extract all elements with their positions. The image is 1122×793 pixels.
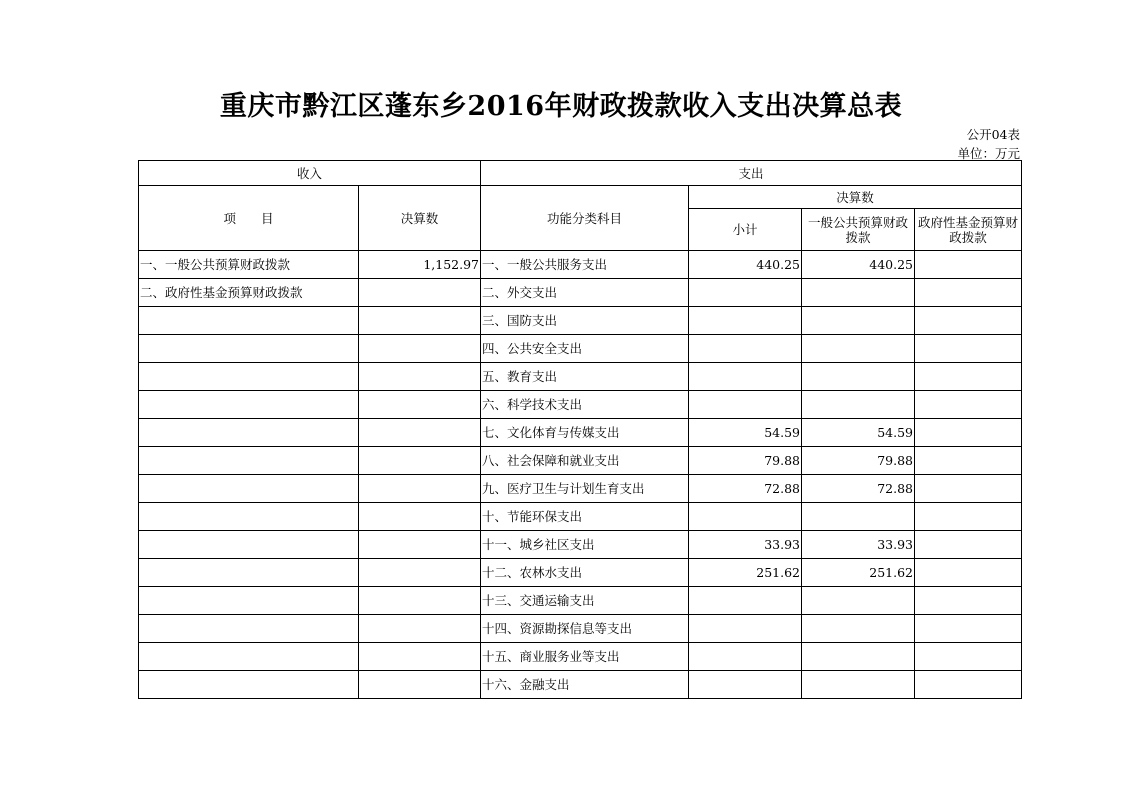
- expense-header: 支出: [481, 161, 1022, 186]
- page-title: 重庆市黔江区蓬东乡2016年财政拨款收入支出决算总表: [219, 91, 903, 122]
- general-budget-cell: [802, 671, 915, 699]
- table-row: [139, 503, 1022, 531]
- table-row: [139, 251, 1022, 279]
- expense-item-cell: 一、一般公共服务支出: [481, 251, 689, 279]
- item-header: 项 目: [139, 186, 359, 251]
- fund-budget-cell: [915, 307, 1022, 335]
- general-budget-cell: [802, 643, 915, 671]
- subtotal-cell: [689, 391, 802, 419]
- expense-item-cell: 六、科学技术支出: [481, 391, 689, 419]
- general-budget-cell: [802, 391, 915, 419]
- expense-item-cell: 二、外交支出: [481, 279, 689, 307]
- fund-budget-cell: [915, 587, 1022, 615]
- subtotal-cell: 72.88: [689, 475, 802, 503]
- income-item-cell: 一、一般公共预算财政拨款: [139, 251, 359, 279]
- income-item-cell: [139, 447, 359, 475]
- table-row: [139, 531, 1022, 559]
- income-amount-cell: [359, 503, 481, 531]
- income-amount-cell: 1,152.97: [359, 251, 481, 279]
- income-amount-cell: [359, 363, 481, 391]
- income-item-cell: [139, 419, 359, 447]
- fund-budget-cell: [915, 447, 1022, 475]
- income-item-cell: [139, 363, 359, 391]
- expense-item-cell: 八、社会保障和就业支出: [481, 447, 689, 475]
- table-row: [139, 587, 1022, 615]
- income-amount-cell: [359, 643, 481, 671]
- income-item-cell: [139, 307, 359, 335]
- income-item-cell: [139, 391, 359, 419]
- general-budget-cell: [802, 307, 915, 335]
- income-item-cell: [139, 531, 359, 559]
- income-item-cell: 二、政府性基金预算财政拨款: [139, 279, 359, 307]
- income-item-cell: [139, 671, 359, 699]
- general-budget-cell: 72.88: [802, 475, 915, 503]
- subtotal-cell: 251.62: [689, 559, 802, 587]
- income-item-cell: [139, 335, 359, 363]
- income-amount-cell: [359, 279, 481, 307]
- income-item-cell: [139, 643, 359, 671]
- table-row: [139, 335, 1022, 363]
- general-budget-cell: 54.59: [802, 419, 915, 447]
- table-row: [139, 475, 1022, 503]
- fund-budget-cell: [915, 671, 1022, 699]
- general-budget-cell: 79.88: [802, 447, 915, 475]
- expense-item-cell: 十四、资源勘探信息等支出: [481, 615, 689, 643]
- income-amount-cell: [359, 587, 481, 615]
- table-body: [139, 161, 1022, 699]
- func-category-header: 功能分类科目: [481, 186, 689, 251]
- expense-item-cell: 十一、城乡社区支出: [481, 531, 689, 559]
- header-row-1: [139, 161, 1022, 186]
- expense-item-cell: 三、国防支出: [481, 307, 689, 335]
- subtotal-cell: [689, 503, 802, 531]
- fund-budget-cell: [915, 363, 1022, 391]
- expense-item-cell: 十三、交通运输支出: [481, 587, 689, 615]
- fund-budget-cell: [915, 475, 1022, 503]
- general-budget-cell: [802, 279, 915, 307]
- fund-budget-cell: [915, 391, 1022, 419]
- expense-item-cell: 十五、商业服务业等支出: [481, 643, 689, 671]
- fund-budget-cell: [915, 643, 1022, 671]
- unit-label: 单位：万元: [957, 146, 1020, 161]
- income-amount-cell: [359, 671, 481, 699]
- expense-item-cell: 十二、农林水支出: [481, 559, 689, 587]
- subtotal-cell: 440.25: [689, 251, 802, 279]
- expense-item-cell: 四、公共安全支出: [481, 335, 689, 363]
- table-row: [139, 615, 1022, 643]
- income-item-cell: [139, 475, 359, 503]
- subtotal-cell: 33.93: [689, 531, 802, 559]
- expense-item-cell: 十、节能环保支出: [481, 503, 689, 531]
- income-item-cell: [139, 615, 359, 643]
- expense-item-cell: 七、文化体育与传媒支出: [481, 419, 689, 447]
- fund-budget-cell: [915, 615, 1022, 643]
- table-row: [139, 559, 1022, 587]
- general-budget-cell: [802, 363, 915, 391]
- subtotal-cell: [689, 279, 802, 307]
- form-number: 公开04表: [966, 127, 1020, 142]
- subtotal-cell: [689, 587, 802, 615]
- final-amount-group-header: 决算数: [689, 186, 1022, 209]
- fund-budget-cell: [915, 335, 1022, 363]
- income-amount-cell: [359, 475, 481, 503]
- fund-budget-cell: [915, 251, 1022, 279]
- subtotal-cell: [689, 671, 802, 699]
- general-budget-header: 一般公共预算财政拨款: [802, 209, 915, 251]
- expense-item-cell: 五、教育支出: [481, 363, 689, 391]
- general-budget-cell: 33.93: [802, 531, 915, 559]
- table-row: [139, 363, 1022, 391]
- income-item-cell: [139, 559, 359, 587]
- table-row: [139, 279, 1022, 307]
- budget-table: [138, 160, 1022, 699]
- fund-budget-cell: [915, 279, 1022, 307]
- general-budget-cell: [802, 335, 915, 363]
- subtotal-cell: 79.88: [689, 447, 802, 475]
- table-row: [139, 391, 1022, 419]
- subtotal-cell: [689, 335, 802, 363]
- fund-budget-cell: [915, 419, 1022, 447]
- expense-item-cell: 九、医疗卫生与计划生育支出: [481, 475, 689, 503]
- subtotal-cell: [689, 615, 802, 643]
- subtotal-cell: 54.59: [689, 419, 802, 447]
- fund-budget-cell: [915, 559, 1022, 587]
- table-row: [139, 643, 1022, 671]
- income-amount-cell: [359, 531, 481, 559]
- table-row: [139, 671, 1022, 699]
- table-row: [139, 419, 1022, 447]
- header-row-2: [139, 186, 1022, 209]
- fund-budget-header: 政府性基金预算财政拨款: [915, 209, 1022, 251]
- income-amount-cell: [359, 419, 481, 447]
- general-budget-cell: [802, 615, 915, 643]
- fund-budget-cell: [915, 531, 1022, 559]
- table-row: [139, 447, 1022, 475]
- income-header: 收入: [139, 161, 481, 186]
- general-budget-cell: [802, 503, 915, 531]
- final-amount-header: 决算数: [359, 186, 481, 251]
- expense-item-cell: 十六、金融支出: [481, 671, 689, 699]
- subtotal-cell: [689, 307, 802, 335]
- subtotal-header: 小计: [689, 209, 802, 251]
- income-amount-cell: [359, 391, 481, 419]
- income-item-cell: [139, 587, 359, 615]
- income-amount-cell: [359, 559, 481, 587]
- general-budget-cell: 440.25: [802, 251, 915, 279]
- table-row: [139, 307, 1022, 335]
- general-budget-cell: 251.62: [802, 559, 915, 587]
- general-budget-cell: [802, 587, 915, 615]
- income-amount-cell: [359, 307, 481, 335]
- income-amount-cell: [359, 335, 481, 363]
- income-item-cell: [139, 503, 359, 531]
- subtotal-cell: [689, 363, 802, 391]
- income-amount-cell: [359, 615, 481, 643]
- income-amount-cell: [359, 447, 481, 475]
- subtotal-cell: [689, 643, 802, 671]
- fund-budget-cell: [915, 503, 1022, 531]
